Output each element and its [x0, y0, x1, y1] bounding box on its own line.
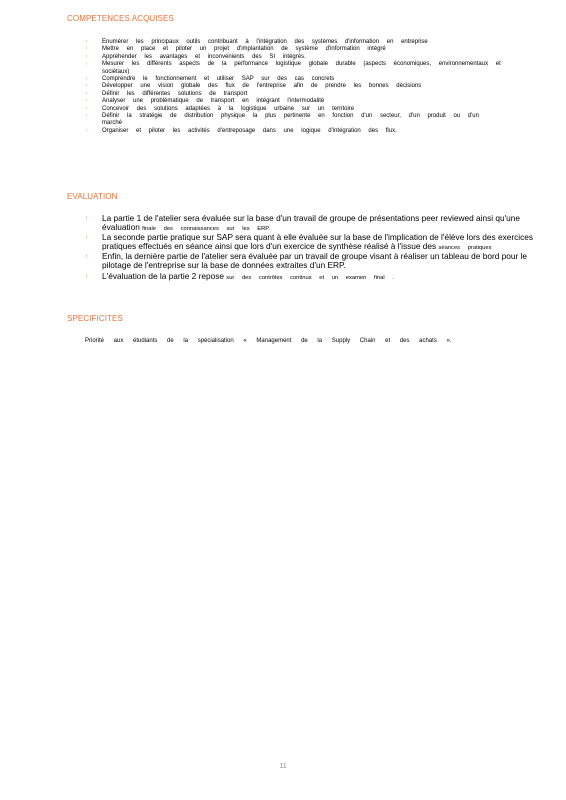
- competence-item: [85, 91, 505, 98]
- evaluation-trail-text: séances pratiques: [438, 244, 492, 251]
- evaluation-text: Enfin, la dernière partie de l'atelier sera évaluée par un travail de groupe visant à réaliser un tableau de bord pour le pilotage de l'entreprise sur la base de données extraites d'un ERP.: [102, 251, 527, 270]
- competence-text: Définir la stratégie de distribution physique la plus pertinente en fonction d'un secteur, d'un produit ou d'un marché: [102, 113, 479, 127]
- bullet-arrow-icon: ↑: [85, 83, 88, 90]
- bullet-arrow-icon: ↑: [85, 61, 88, 68]
- bullet-arrow-icon: ↑: [85, 235, 88, 242]
- competence-text: Comprendre le fonctionnement et utiliser SAP sur des cas concrets: [102, 76, 335, 83]
- competence-item: [85, 54, 505, 61]
- competence-item: [85, 76, 505, 83]
- bullet-arrow-icon: ↑: [85, 216, 88, 222]
- bullet-arrow-icon: ↑: [85, 273, 88, 280]
- competence-text: Concevoir des solutions adaptées à la logistique urbaine sur un territoire: [102, 105, 355, 112]
- evaluation-list: [85, 214, 547, 282]
- competence-text: Enumérer les principaux outils contribuant à l'intégration des systèmes d'information en entreprise: [102, 39, 428, 45]
- competence-item: [85, 106, 505, 113]
- bullet-arrow-icon: ↑: [85, 127, 88, 134]
- bullet-arrow-icon: ↑: [85, 76, 88, 83]
- competences-list: [85, 39, 505, 135]
- heading-competences: COMPETENCES ACQUISES: [67, 14, 174, 23]
- competence-text: Développer une vision globale des flux de l'entreprise afin de prendre les bonnes décisions: [102, 83, 422, 90]
- competence-text: Mesurer les différents aspects de la performance logistique globale durable (aspects économiques, environnementaux et sociétaux): [102, 61, 501, 75]
- evaluation-item: [85, 272, 547, 283]
- heading-evaluation: EVALUATION: [67, 192, 118, 201]
- competence-item: [85, 128, 505, 135]
- specificites-text: Priorité aux étudiants de la spécialisation « Management de la Supply Chain et des achats ».: [85, 338, 452, 344]
- evaluation-item: [85, 233, 547, 252]
- bullet-arrow-icon: ↑: [85, 113, 88, 120]
- evaluation-trail-text: finale des connaissances sur les ERP.: [142, 225, 270, 232]
- competence-item: [85, 61, 505, 76]
- competence-item: [85, 46, 505, 53]
- competence-text: Définir les différentes solutions de transport: [102, 90, 248, 97]
- bullet-arrow-icon: ↑: [85, 254, 88, 261]
- competence-item: [85, 39, 505, 46]
- bullet-arrow-icon: ↑: [85, 39, 88, 45]
- competence-item: [85, 83, 505, 90]
- competence-text: Appréhender les avantages et inconvénients des SI intégrés.: [102, 53, 306, 60]
- bullet-arrow-icon: ↑: [85, 105, 88, 112]
- evaluation-text: La partie 1 de l'atelier sera évaluée sur la base d'un travail de groupe de présentations peer reviewed ainsi qu'une évaluation: [102, 213, 521, 232]
- competence-text: Analyser une problématique de transport en intégrant l'intermodalité: [102, 98, 325, 105]
- evaluation-trail-text: sur des contrôles continus et un examen final .: [226, 274, 394, 281]
- bullet-arrow-icon: ↑: [85, 98, 88, 105]
- evaluation-item: [85, 214, 547, 233]
- evaluation-item: [85, 252, 547, 271]
- page-number: 11: [279, 763, 287, 770]
- competence-text: Organiser et piloter les activités d'entreposage dans une logique d'intégration des flux.: [102, 127, 397, 134]
- evaluation-text: La seconde partie pratique sur SAP sera quant à elle évaluée sur la base de l'implication de l'élève lors des exercices pratiques effectués en séance ainsi que lors d'un exercice de synthèse réalisé à l'issue des: [102, 232, 534, 251]
- competence-text: Mettre en place et piloter un projet d'implantation de système d'information intégré: [102, 46, 386, 53]
- bullet-arrow-icon: ↑: [85, 46, 88, 53]
- bullet-arrow-icon: ↑: [85, 90, 88, 97]
- competence-item: [85, 113, 505, 128]
- evaluation-text: L'évaluation de la partie 2 repose: [102, 270, 224, 281]
- heading-specificites: SPECIFICITES: [67, 314, 123, 323]
- bullet-arrow-icon: ↑: [85, 53, 88, 60]
- competence-item: [85, 98, 505, 105]
